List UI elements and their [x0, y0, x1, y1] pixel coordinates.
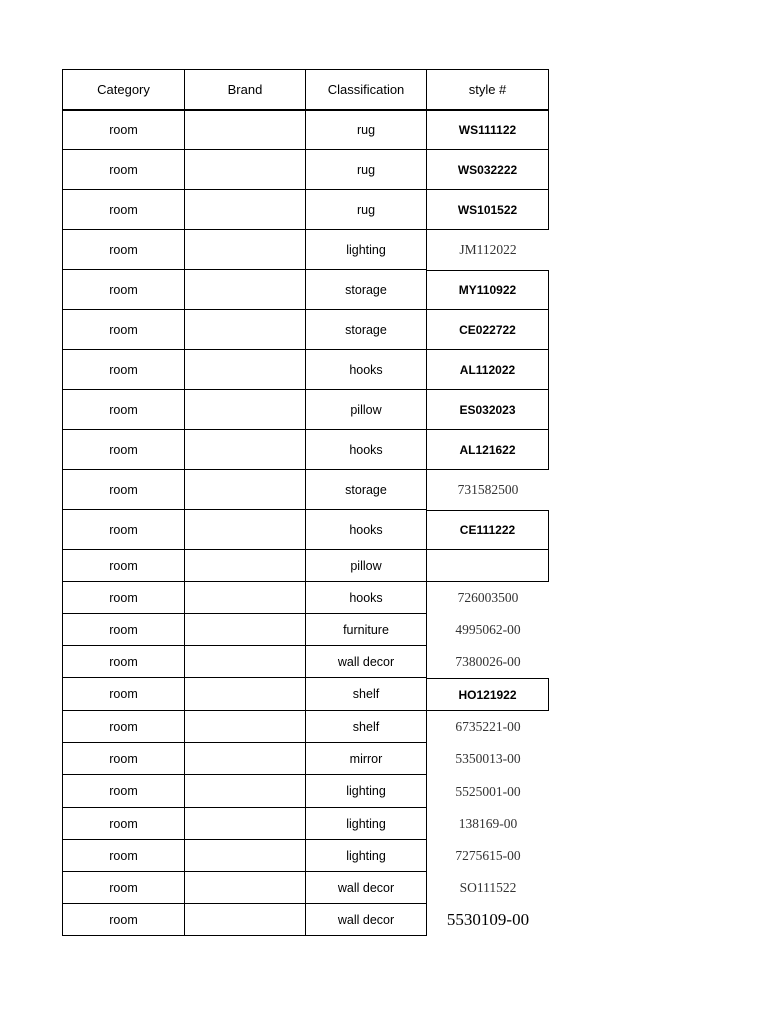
- cell-classification[interactable]: shelf: [305, 711, 427, 743]
- table-row: [62, 270, 549, 310]
- cell-classification[interactable]: lighting: [305, 230, 427, 270]
- cell-brand[interactable]: [184, 190, 305, 230]
- cell-classification[interactable]: lighting: [305, 840, 427, 872]
- cell-classification[interactable]: storage: [305, 310, 427, 350]
- cell-brand[interactable]: [184, 510, 305, 550]
- table-row: [62, 510, 549, 550]
- cell-style-number[interactable]: [427, 550, 549, 582]
- cell-brand[interactable]: [184, 743, 305, 775]
- cell-classification[interactable]: rug: [305, 190, 427, 230]
- cell-category[interactable]: room: [62, 510, 184, 550]
- cell-style-number[interactable]: CE111222: [427, 510, 549, 550]
- cell-category[interactable]: room: [62, 808, 184, 840]
- cell-category[interactable]: room: [62, 150, 184, 190]
- cell-brand[interactable]: [184, 550, 305, 582]
- table-row: [62, 614, 549, 646]
- cell-brand[interactable]: [184, 150, 305, 190]
- cell-classification[interactable]: rug: [305, 110, 427, 150]
- cell-brand[interactable]: [184, 872, 305, 904]
- cell-brand[interactable]: [184, 230, 305, 270]
- cell-category[interactable]: room: [62, 470, 184, 510]
- cell-category[interactable]: room: [62, 230, 184, 270]
- cell-classification[interactable]: storage: [305, 270, 427, 310]
- cell-category[interactable]: room: [62, 614, 184, 646]
- table-row: [62, 711, 549, 743]
- table-row: [62, 350, 549, 390]
- cell-category[interactable]: room: [62, 390, 184, 430]
- table-row: [62, 230, 549, 270]
- cell-classification[interactable]: storage: [305, 470, 427, 510]
- cell-brand[interactable]: [184, 470, 305, 510]
- cell-classification[interactable]: wall decor: [305, 904, 427, 936]
- cell-brand[interactable]: [184, 430, 305, 470]
- table-row: [62, 430, 549, 470]
- cell-category[interactable]: room: [62, 775, 184, 808]
- cell-category[interactable]: room: [62, 310, 184, 350]
- cell-style-number[interactable]: HO121922: [427, 678, 549, 711]
- cell-classification[interactable]: lighting: [305, 775, 427, 808]
- table-row: [62, 550, 549, 582]
- table-row: [62, 150, 549, 190]
- cell-classification[interactable]: pillow: [305, 550, 427, 582]
- cell-style-number[interactable]: 138169-00: [458, 816, 518, 831]
- table-row: [62, 743, 549, 775]
- cell-style-number[interactable]: CE022722: [427, 310, 549, 350]
- cell-classification[interactable]: pillow: [305, 390, 427, 430]
- table-row: [62, 470, 549, 510]
- cell-category[interactable]: room: [62, 190, 184, 230]
- cell-classification[interactable]: hooks: [305, 430, 427, 470]
- cell-category[interactable]: room: [62, 840, 184, 872]
- cell-style-number[interactable]: WS032222: [427, 150, 549, 190]
- cell-brand[interactable]: [184, 350, 305, 390]
- cell-brand[interactable]: [184, 678, 305, 711]
- cell-classification[interactable]: shelf: [305, 678, 427, 711]
- cell-style-number[interactable]: WS101522: [427, 190, 549, 230]
- cell-classification[interactable]: hooks: [305, 582, 427, 614]
- cell-category[interactable]: room: [62, 743, 184, 775]
- cell-style-number[interactable]: 6735221-00: [455, 719, 521, 734]
- table-row: [62, 808, 549, 840]
- spreadsheet-table: [62, 69, 549, 936]
- cell-style-number[interactable]: 4995062-00: [455, 622, 521, 637]
- cell-classification[interactable]: wall decor: [305, 872, 427, 904]
- cell-classification[interactable]: hooks: [305, 510, 427, 550]
- table-row: [62, 646, 549, 678]
- cell-category[interactable]: room: [62, 270, 184, 310]
- cell-category[interactable]: room: [62, 110, 184, 150]
- cell-style-number[interactable]: AL121622: [427, 430, 549, 470]
- cell-brand[interactable]: [184, 904, 305, 936]
- cell-category[interactable]: room: [62, 550, 184, 582]
- cell-brand[interactable]: [184, 582, 305, 614]
- cell-classification[interactable]: mirror: [305, 743, 427, 775]
- cell-style-number[interactable]: WS111122: [427, 110, 549, 150]
- cell-style-number[interactable]: 726003500: [457, 590, 519, 605]
- cell-classification[interactable]: wall decor: [305, 646, 427, 678]
- cell-brand[interactable]: [184, 310, 305, 350]
- cell-style-number[interactable]: ES032023: [427, 390, 549, 430]
- cell-style-number[interactable]: 7275615-00: [455, 848, 521, 863]
- cell-category[interactable]: room: [62, 904, 184, 936]
- cell-brand[interactable]: [184, 808, 305, 840]
- cell-style-number[interactable]: 7380026-00: [455, 654, 521, 669]
- cell-style-number[interactable]: 731582500: [457, 482, 519, 497]
- cell-style-number[interactable]: 5530109-00: [446, 910, 530, 929]
- header-style: style #: [427, 69, 549, 110]
- cell-category[interactable]: room: [62, 678, 184, 711]
- header-category: Category: [62, 69, 184, 110]
- cell-style-number[interactable]: 5350013-00: [455, 751, 521, 766]
- cell-brand[interactable]: [184, 270, 305, 310]
- cell-style-number[interactable]: 5525001-00: [455, 783, 521, 799]
- cell-classification[interactable]: hooks: [305, 350, 427, 390]
- cell-style-number[interactable]: MY110922: [427, 270, 549, 310]
- table-body: [62, 110, 549, 936]
- table-row: [62, 840, 549, 872]
- cell-category[interactable]: room: [62, 646, 184, 678]
- cell-brand[interactable]: [184, 110, 305, 150]
- cell-category[interactable]: room: [62, 711, 184, 743]
- table-row: [62, 190, 549, 230]
- table-row: [62, 904, 549, 936]
- table-row: [62, 678, 549, 711]
- cell-brand[interactable]: [184, 646, 305, 678]
- table-row: [62, 582, 549, 614]
- cell-category[interactable]: room: [62, 430, 184, 470]
- cell-brand[interactable]: [184, 711, 305, 743]
- cell-brand[interactable]: [184, 390, 305, 430]
- table-row: [62, 390, 549, 430]
- cell-style-number[interactable]: JM112022: [459, 242, 517, 257]
- cell-brand[interactable]: [184, 840, 305, 872]
- table-row: [62, 110, 549, 150]
- table-row: [62, 310, 549, 350]
- cell-category[interactable]: room: [62, 872, 184, 904]
- cell-style-number[interactable]: SO111522: [459, 880, 517, 895]
- cell-classification[interactable]: rug: [305, 150, 427, 190]
- cell-brand[interactable]: [184, 614, 305, 646]
- header-classification: Classification: [305, 69, 427, 110]
- header-brand: Brand: [184, 69, 305, 110]
- cell-classification[interactable]: furniture: [305, 614, 427, 646]
- cell-category[interactable]: room: [62, 582, 184, 614]
- cell-brand[interactable]: [184, 775, 305, 808]
- cell-category[interactable]: room: [62, 350, 184, 390]
- header-row: [62, 69, 549, 110]
- cell-classification[interactable]: lighting: [305, 808, 427, 840]
- table-row: [62, 775, 549, 808]
- cell-style-number[interactable]: AL112022: [427, 350, 549, 390]
- table-row: [62, 872, 549, 904]
